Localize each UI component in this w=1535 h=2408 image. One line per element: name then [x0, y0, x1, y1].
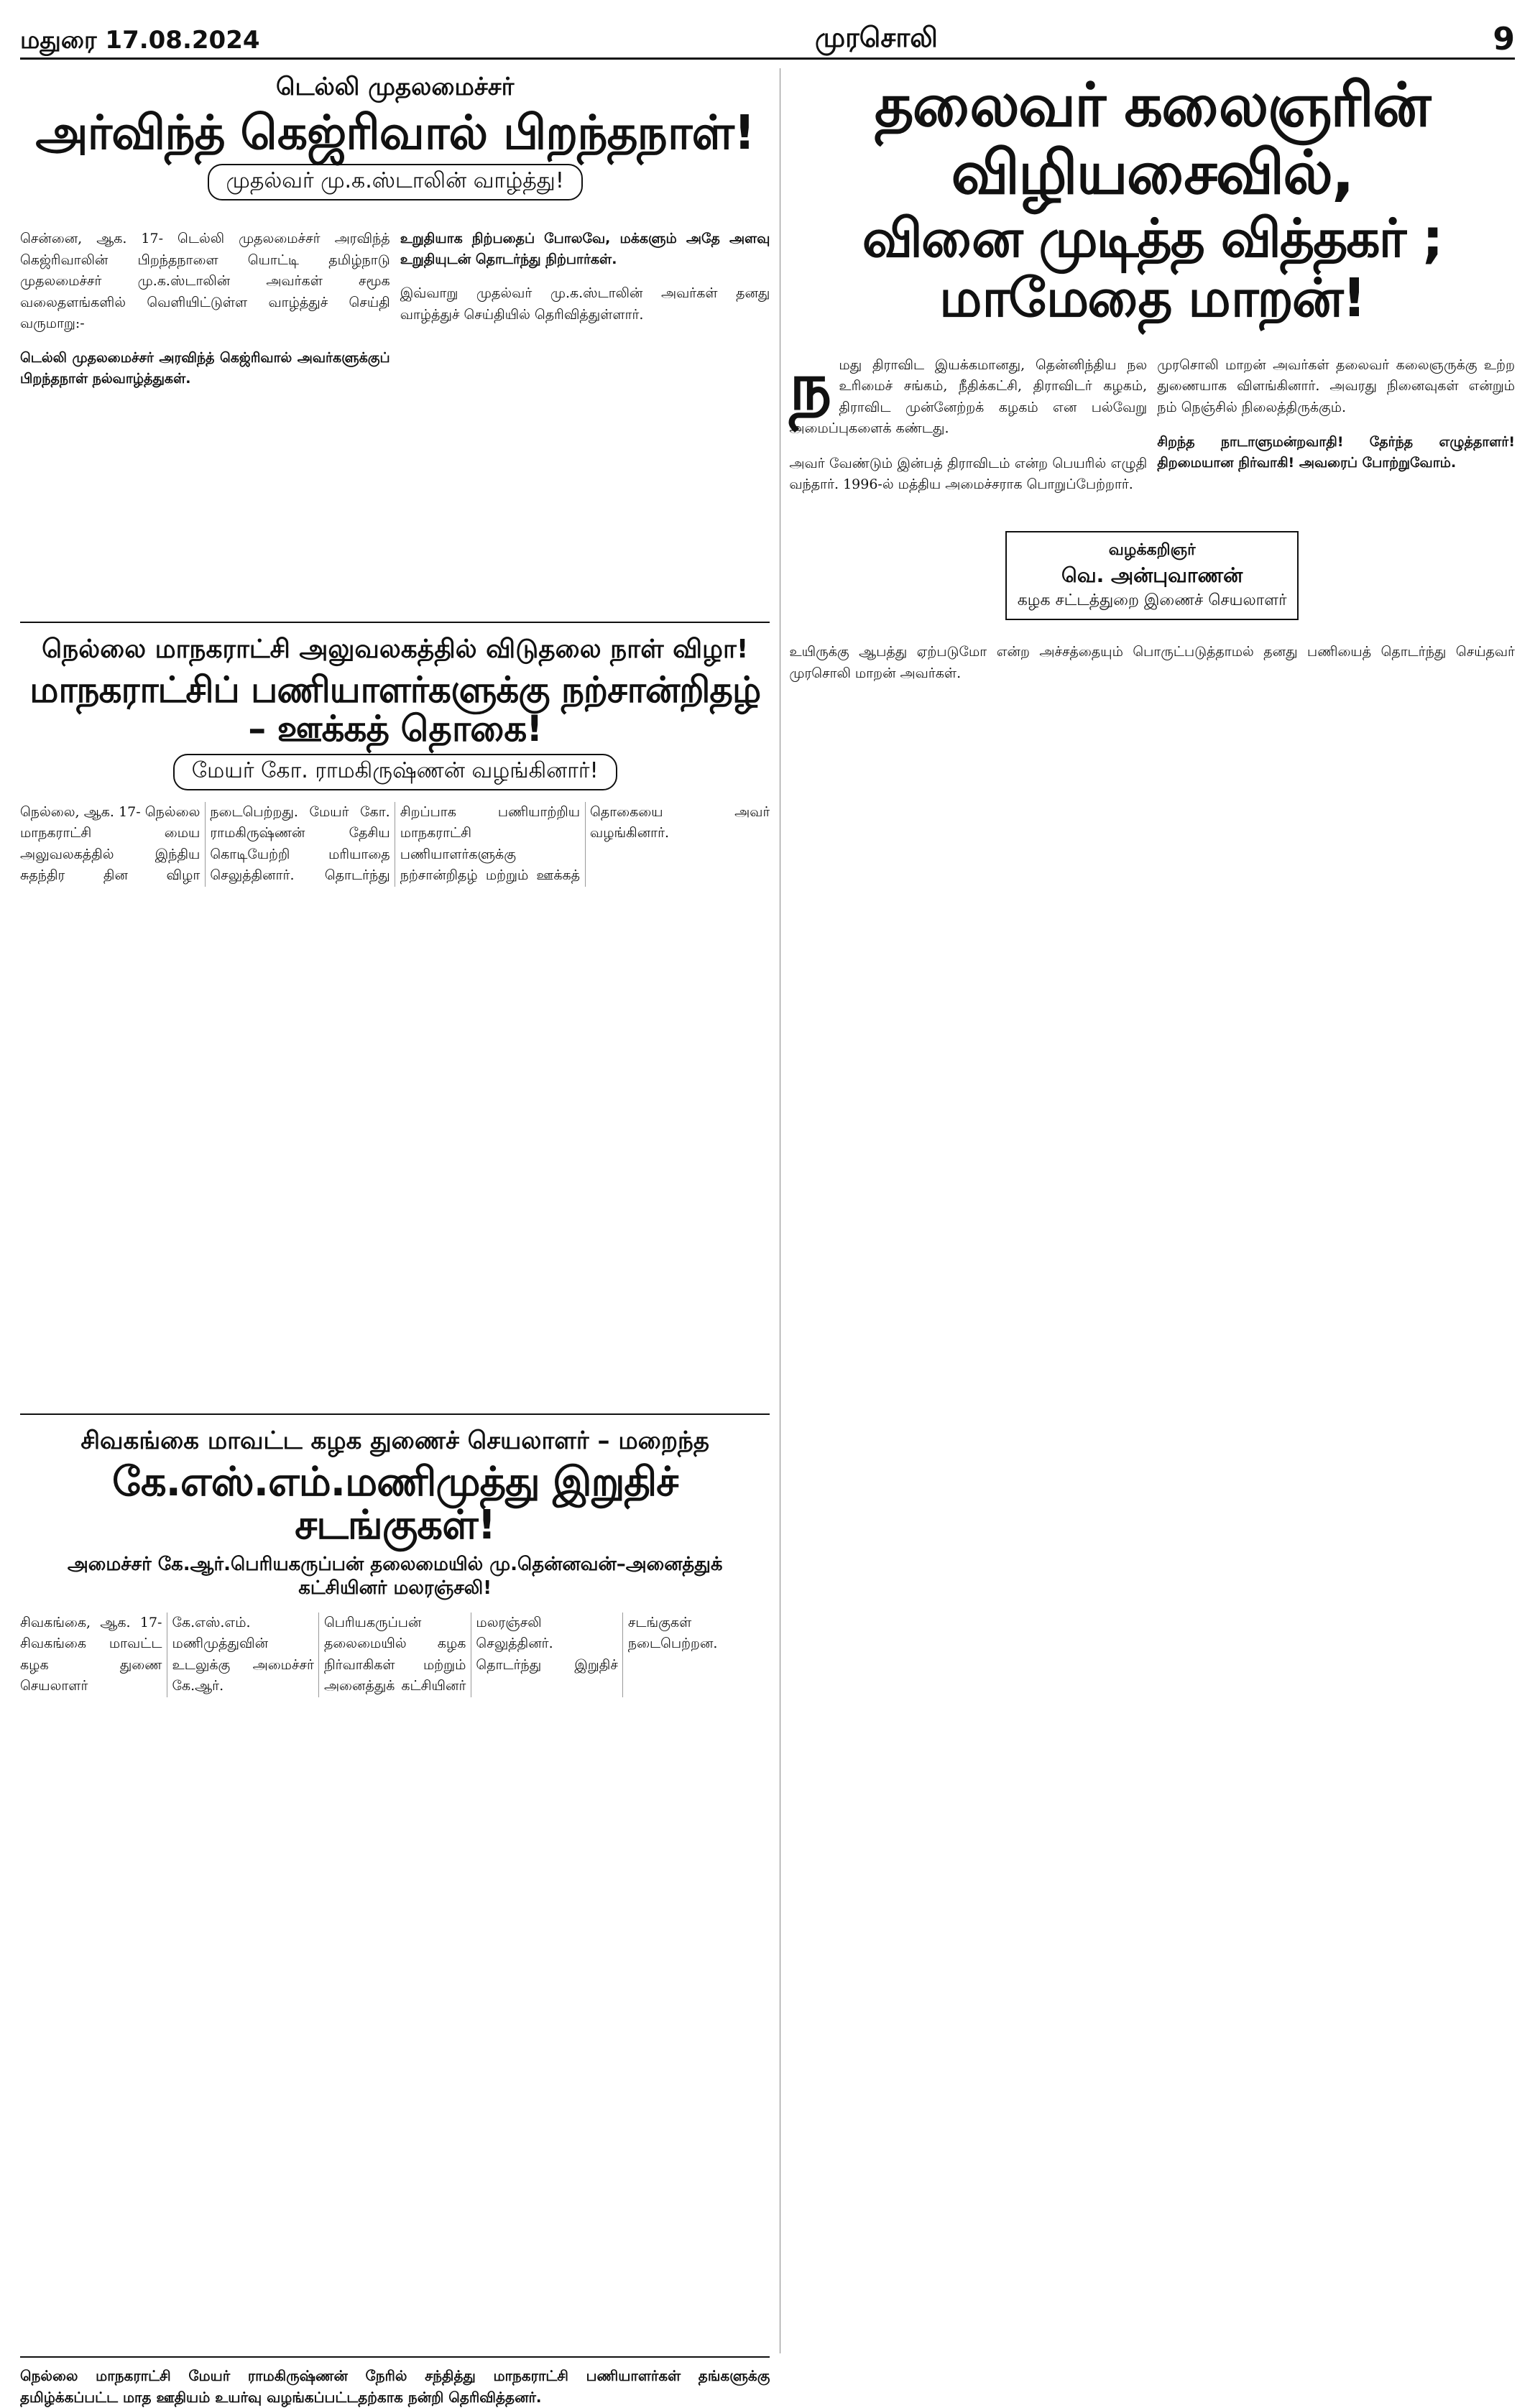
story-body: நெல்லை, ஆக. 17- நெல்லை மாநகராட்சி மைய அலுவலகத்தில் இந்திய சுதந்திர தின விழா நடைபெற்றது. மேயர் கோ. ராமகிருஷ்ணன் தேசிய கொடியேற்றி மரியாதை செலுத்தினார். தொடர்ந்து சிறப்பாக பணியாற்றிய மாநகராட்சி பணியாளர்களுக்கு நற்சான்றிதழ் மற்றும் ஊக்கத் தொகையை அவர் வழங்கினார். — [20, 804, 770, 884]
story-column — [1157, 341, 1515, 509]
story-body — [20, 215, 770, 402]
story-headline: அர்விந்த் கெஜ்ரிவால் பிறந்தநாள்! — [35, 105, 755, 160]
story-column — [789, 341, 1147, 509]
story-deck: மேயர் கோ. ராமகிருஷ்ணன் வழங்கினார்! — [20, 754, 770, 790]
left-section — [20, 68, 770, 2406]
story-column — [400, 215, 770, 402]
paragraph: உயிருக்கு ஆபத்து ஏற்படுமோ என்ற அச்சத்தையும் பொருட்படுத்தாமல் தனது பணியைத் தொடர்ந்து செய்தவர் முரசொலி மாறன் அவர்கள். — [789, 644, 1515, 681]
story-column — [20, 215, 390, 402]
story-headline: மாநகராட்சிப் பணியாளர்களுக்கு நற்சான்றிதழ் – ஊக்கத் தொகை! — [29, 669, 761, 749]
paragraph: முரசொலி மாறன் அவர்கள் தலைவர் கலைஞருக்கு உற்ற துணையாக விளங்கினார். அவரது நினைவுகள் என்றும் நம் நெஞ்சில் நிலைத்திருக்கும். — [1157, 356, 1515, 415]
city-date: மதுரை 17.08.2024 — [20, 26, 260, 55]
story-kicker: டெல்லி முதலமைச்சர் — [276, 73, 515, 101]
story-body-continued — [789, 642, 1515, 684]
byline-name: வெ. அன்புவாணன் — [1061, 563, 1243, 588]
story-body: சிவகங்கை, ஆக. 17- சிவகங்கை மாவட்ட கழக துணை செயலாளர் கே.எஸ்.எம். மணிமுத்துவின் உடலுக்கு அமைச்சர் கே.ஆர். பெரியகருப்பன் தலைமையில் கழக நிர்வாகிகள் மற்றும் அனைத்துக் கட்சியினர் மலரஞ்சலி செலுத்தினர். தொடர்ந்து இறுதிச் சடங்குகள் நடைபெற்றன. — [20, 1614, 718, 1694]
story-manimuthu — [20, 1422, 770, 2349]
story-headline-line1: தலைவர் கலைஞரின் விழியசைவில், — [874, 70, 1430, 208]
drop-cap: ந — [789, 346, 832, 425]
byline-label: வழக்கறிஞர் — [1108, 540, 1196, 559]
story-kicker: நெல்லை மாநகராட்சி அலுவலகத்தில் விடுதலை நாள் விழா! — [42, 635, 749, 664]
divider — [20, 1413, 770, 1415]
paragraph: டெல்லி முதலமைச்சர் அரவிந்த் கெஜ்ரிவால் அவர்களுக்குப் பிறந்தநாள் நல்வாழ்த்துகள். — [20, 350, 390, 387]
page-columns — [20, 68, 1515, 2406]
byline-role: கழக சட்டத்துறை இணைச் செயலாளர் — [1017, 591, 1287, 609]
paragraph: அவர் வேண்டும் இன்பத் திராவிடம் என்ற பெயரில் எழுதி வந்தார். 1996-ல் மத்திய அமைச்சராக பொறுப்பேற்றார். — [789, 455, 1148, 493]
paragraph: சிறந்த நாடாளுமன்றவாதி! தேர்ந்த எழுத்தாளர்! திறமையான நிர்வாகி! அவரைப் போற்றுவோம். — [1157, 434, 1515, 471]
masthead — [20, 14, 1515, 60]
divider — [20, 622, 770, 623]
paper-name: முரசொலி — [814, 22, 938, 53]
story-headline-line2: வினை முடித்த வித்தகர் ; மாமேதை மாறன்! — [862, 208, 1442, 330]
byline-box — [1005, 531, 1299, 621]
paragraph: இவ்வாறு முதல்வர் மு.க.ஸ்டாலின் அவர்கள் தனது வாழ்த்துச் செய்தியில் தெரிவித்துள்ளார். — [400, 285, 770, 323]
story-deck: முதல்வர் மு.க.ஸ்டாலின் வாழ்த்து! — [20, 164, 770, 200]
divider — [20, 2356, 770, 2358]
story-kicker: சிவகங்கை மாவட்ட கழக துணைச் செயலாளர் – மறைந்த — [80, 1426, 709, 1455]
paragraph: நமது திராவிட இயக்கமானது, தென்னிந்திய நல உரிமைச் சங்கம், நீதிக்கட்சி, திராவிடர் கழகம், திராவிட முன்னேற்றக் கழகம் என பல்வேறு அமைப்புகளைக் கண்டது. — [789, 346, 1148, 437]
page-number: 9 — [1493, 21, 1515, 57]
photo-caption: நெல்லை மாநகராட்சி மேயர் ராமகிருஷ்ணன் நேரில் சந்தித்து மாநகராட்சி பணியாளர்கள் தங்களுக்கு தமிழ்க்கப்பட்ட மாத ஊதியம் உயர்வு வழங்கப்பட்டதற்காக நன்றி தெரிவித்தனர். — [20, 2367, 770, 2406]
story-kejriwal — [20, 68, 770, 614]
story-deck: அமைச்சர் கே.ஆர்.பெரியகருப்பன் தலைமையில் மு.தென்னவன்–அனைத்துக் கட்சியினர் மலரஞ்சலி! — [67, 1553, 723, 1599]
paragraph: உறுதியாக நிற்பதைப் போலவே, மக்களும் அதே அளவு உறுதியுடன் தொடர்ந்து நிற்பார்கள். — [400, 231, 770, 267]
story-body — [789, 341, 1515, 509]
right-section — [780, 68, 1515, 2353]
story-nellai — [20, 630, 770, 1406]
story-headline: கே.எஸ்.எம்.மணிமுத்து இறுதிச் சடங்குகள்! — [112, 1459, 678, 1549]
paragraph: சென்னை, ஆக. 17- டெல்லி முதலமைச்சர் அரவிந்த் கெஜ்ரிவாலின் பிறந்தநாளை யொட்டி தமிழ்நாடு முதலமைச்சர் மு.க.ஸ்டாலின் அவர்கள் சமூக வலைதளங்களில் வெளியிட்டுள்ள வாழ்த்துச் செய்தி வருமாறு:- — [20, 231, 390, 332]
